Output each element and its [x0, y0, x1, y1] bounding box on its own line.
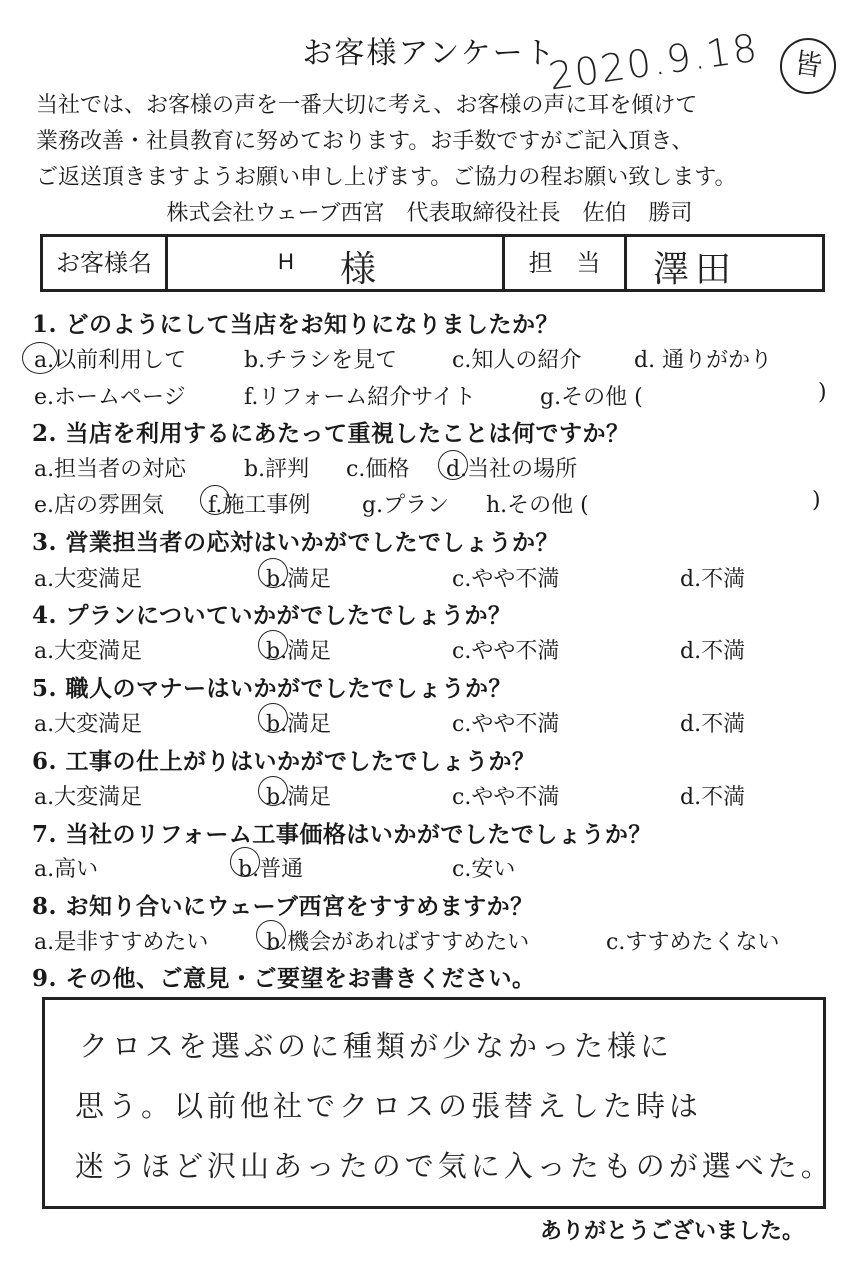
q7-option-a[interactable]: a.高い	[34, 857, 99, 882]
q3-selected-circle	[258, 558, 288, 588]
q4-selected-circle	[258, 630, 288, 660]
question-7: 7. 当社のリフォーム工事価格はいかがでしたでしょうか？	[32, 821, 652, 848]
q6-option-d[interactable]: d.不満	[680, 785, 746, 810]
q3-option-d[interactable]: d.不満	[680, 567, 746, 592]
question-5: 5. 職人のマナーはいかがでしたでしょうか？	[32, 675, 513, 702]
q1-selected-circle	[22, 342, 58, 374]
customer-name-value: H	[278, 249, 294, 274]
company-signature: 株式会社ウェーブ西宮 代表取締役社長 佐伯 勝司	[166, 201, 693, 226]
question-9: 9. その他、ご意見・ご要望をお書きください。	[32, 965, 536, 992]
customer-name-label: お客様名	[43, 237, 168, 289]
customer-name-field[interactable]	[168, 237, 505, 289]
q4-option-c[interactable]: c.やや不満	[452, 639, 560, 664]
q3-option-a[interactable]: a.大変満足	[34, 567, 143, 592]
q8-option-c[interactable]: c.すすめたくない	[606, 930, 780, 955]
q5-selected-circle	[258, 703, 288, 733]
q8-option-a[interactable]: a.是非すすめたい	[34, 930, 209, 955]
q7-selected-circle	[230, 847, 260, 877]
q2-selected-circle-f	[200, 485, 230, 515]
comment-line: 迷うほど沢山あったので気に入ったものが選べた。	[75, 1149, 834, 1183]
question-4: 4. プランについていかがでしたでしょうか？	[32, 602, 512, 629]
q3-option-b[interactable]: b.満足	[266, 567, 332, 592]
question-3: 3. 営業担当者の応対はいかがでしたでしょうか？	[32, 529, 560, 556]
q2-option-d[interactable]: d.当社の場所	[446, 457, 578, 482]
staff-field[interactable]	[627, 237, 822, 289]
intro-line: 業務改善・社員教育に努めております。お手数ですがご記入頂き、	[36, 129, 694, 154]
staff-value: 澤田	[653, 249, 738, 290]
customer-name-suffix: 様	[340, 249, 377, 290]
survey-title: お客様アンケート	[302, 36, 557, 71]
q1-paren-close: )	[818, 380, 827, 405]
q5-option-d[interactable]: d.不満	[680, 712, 746, 737]
q4-option-a[interactable]: a.大変満足	[34, 639, 143, 664]
staff-label: 担 当	[505, 237, 627, 289]
comment-line: 思う。以前他社でクロスの張替えした時は	[75, 1089, 703, 1123]
handwritten-date: 2020.9.18	[545, 25, 762, 99]
q4-option-b[interactable]: b.満足	[266, 639, 332, 664]
q4-option-d[interactable]: d.不満	[680, 639, 746, 664]
question-2: 2. 当店を利用するにあたって重視したことは何ですか？	[32, 420, 630, 447]
q1-option-f[interactable]: f.リフォーム紹介サイト	[244, 385, 476, 410]
q5-option-c[interactable]: c.やや不満	[452, 712, 560, 737]
q1-option-d[interactable]: d. 通りがかり	[634, 348, 773, 373]
customer-info-table	[40, 234, 825, 292]
q6-option-b[interactable]: b.満足	[266, 785, 332, 810]
q2-option-g[interactable]: g.プラン	[362, 493, 450, 518]
q2-option-a[interactable]: a.担当者の対応	[34, 457, 187, 482]
q2-option-f[interactable]: f.施工事例	[208, 493, 311, 518]
question-1: 1. どのようにして当店をお知りになりましたか？	[32, 311, 560, 338]
intro-line: 当社では、お客様の声を一番大切に考え、お客様の声に耳を傾けて	[36, 93, 698, 118]
q1-option-b[interactable]: b.チラシを見て	[244, 348, 398, 373]
q6-option-a[interactable]: a.大変満足	[34, 785, 143, 810]
question-6: 6. 工事の仕上がりはいかがでしたでしょうか？	[32, 748, 536, 775]
intro-line: ご返送頂きますようお願い申し上げます。ご協力の程お願い致します。	[36, 165, 737, 190]
q6-option-c[interactable]: c.やや不満	[452, 785, 560, 810]
q1-option-a[interactable]: a.以前利用して	[34, 348, 187, 373]
q2-option-c[interactable]: c.価格	[346, 457, 410, 482]
q2-option-e[interactable]: e.店の雰囲気	[34, 493, 165, 518]
q2-selected-circle-d	[438, 450, 468, 480]
q5-option-a[interactable]: a.大変満足	[34, 712, 143, 737]
comment-box[interactable]	[42, 997, 834, 1209]
question-8: 8. お知り合いにウェーブ西宮をすすめますか？	[32, 893, 534, 920]
q1-option-e[interactable]: e.ホームページ	[34, 385, 186, 410]
comment-line: クロスを選ぶのに種類が少なかった様に	[79, 1029, 674, 1063]
q8-selected-circle	[256, 920, 286, 950]
q1-option-c[interactable]: c.知人の紹介	[452, 348, 582, 373]
q1-option-g[interactable]: g.その他 (	[540, 385, 643, 410]
q3-option-c[interactable]: c.やや不満	[452, 567, 560, 592]
q7-option-c[interactable]: c.安い	[452, 857, 516, 882]
q6-selected-circle	[258, 776, 288, 806]
q2-option-b[interactable]: b.評判	[244, 457, 310, 482]
q8-option-b[interactable]: b.機会があればすすめたい	[266, 930, 530, 955]
q2-paren-close: )	[812, 488, 821, 513]
q5-option-b[interactable]: b.満足	[266, 712, 332, 737]
q2-option-h[interactable]: h.その他 (	[486, 493, 589, 518]
closing-thanks: ありがとうございました。	[540, 1218, 805, 1244]
q7-option-b[interactable]: b.普通	[238, 857, 304, 882]
stamp-mark: 皆	[776, 34, 839, 97]
